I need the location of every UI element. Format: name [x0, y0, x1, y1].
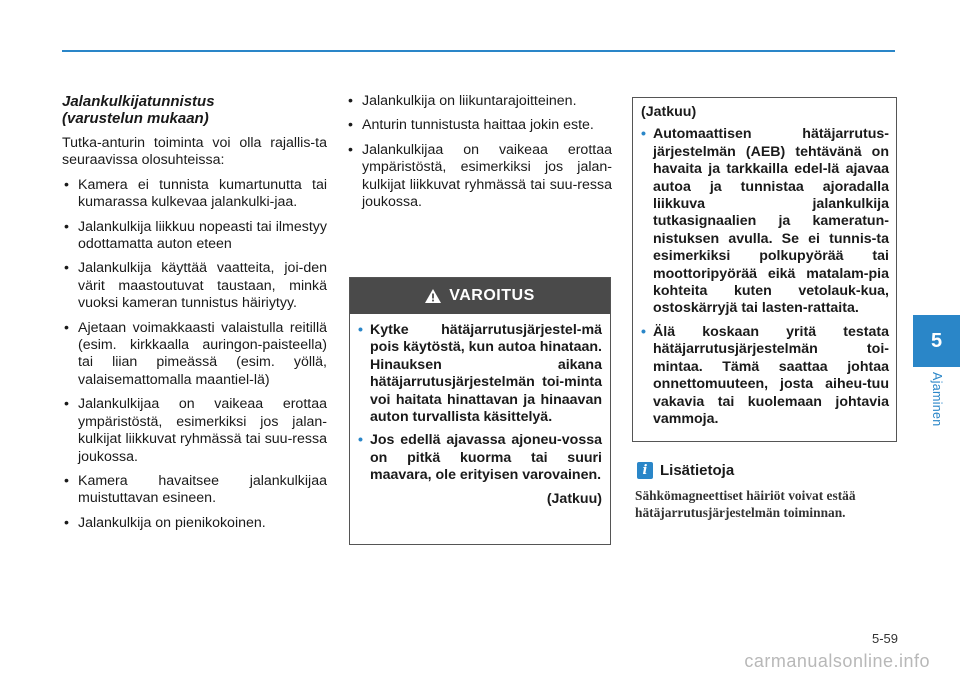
column-left [62, 93, 327, 539]
page-number: 5-59 [871, 631, 898, 646]
chapter-name: Ajaminen [930, 372, 944, 427]
info-line-1: Sähkömagneettiset häiriöt voivat estää [635, 488, 856, 503]
conditions-list-continued [346, 93, 612, 211]
list-item: • Kamera havaitsee jalankulkijaa muistuttavan esineen. [62, 473, 327, 508]
warning-continued-list [641, 126, 889, 428]
warning-list [358, 322, 602, 485]
watermark: carmanualsonline.info [744, 651, 930, 671]
continued-label: (Jatkuu) [546, 490, 602, 507]
warning-continued-box [632, 97, 897, 442]
warning-box [349, 277, 611, 545]
warning-title: VAROITUS [449, 287, 535, 304]
list-item: • Jalankulkijaa on vaikeaa erottaa ympäristöstä, esimerkiksi jos jalan-kulkijat liikkuvat ryhmässä tai suu-ressa joukossa. [62, 396, 327, 466]
column-middle [346, 93, 612, 218]
info-title: Lisätietoja [660, 461, 735, 479]
chapter-number-tab[interactable]: 5 [913, 315, 960, 367]
info-line-2: hätäjarrutusjärjestelmän toiminnan. [635, 504, 846, 520]
list-item: • Jalankulkijaa on vaikeaa erottaa ympäristöstä, esimerkiksi jos jalan-kulkijat liikkuvat ryhmässä tai suu-ressa joukossa. [346, 142, 612, 212]
list-item: • Ajetaan voimakkaasti valaistulla reitillä (esim. kirkkaalla auringon-paisteella) tai liian pimeässä (esim. yöllä, valaisemattomalla maantiel-lä) [62, 320, 327, 390]
warning-item: • Älä koskaan yritä testata hätäjarrutusjärjestelmän toi-mintaa. Tämä saattaa johtaa onnettomuuteen, josta aiheu-tuu vakavia tai kuolemaan johtavia vammoja. [641, 324, 889, 428]
list-item: • Jalankulkija on pienikokoinen. [62, 515, 327, 532]
info-icon: i [637, 462, 653, 479]
warning-item: • Kytke hätäjarrutusjärjestel-mä pois käytöstä, kun autoa hinataan. Hinauksen aikana hätäjarrutusjärjestelmän toi-minta voi haitata hinattavan ja hinaavan auton turvallista käsittelyä. [358, 322, 602, 426]
list-item: • Kamera ei tunnista kumartunutta tai kumarassa kulkevaa jalankulki-jaa. [62, 177, 327, 212]
section-subtitle [62, 93, 327, 127]
subtitle-line-1: Jalankulkijatunnistus [62, 93, 215, 110]
header-rule [62, 50, 895, 52]
warning-item: • Jos edellä ajavassa ajoneu-vossa on pitkä kuorma tai suuri maavara, ole erityisen varovainen. [358, 432, 602, 484]
info-text [635, 488, 897, 521]
intro-paragraph: Tutka-anturin toiminta voi olla rajallis-ta seuraavissa olosuhteissa: [62, 135, 327, 169]
warning-triangle-icon [425, 289, 441, 303]
list-item: • Anturin tunnistusta haittaa jokin este. [346, 117, 612, 134]
warning-header [350, 278, 610, 314]
conditions-list [62, 177, 327, 532]
list-item: • Jalankulkija käyttää vaatteita, joi-den värit maastoutuvat taustaan, minkä vuoksi kameran tunnistus häiriytyy. [62, 260, 327, 312]
info-heading [637, 459, 897, 481]
warning-body [350, 314, 610, 508]
list-item: • Jalankulkija on liikuntarajoitteinen. [346, 93, 612, 110]
continued-label: (Jatkuu) [641, 104, 697, 120]
subtitle-line-2: (varustelun mukaan) [62, 110, 209, 127]
warning-item: • Automaattisen hätäjarrutus-järjestelmän (AEB) tehtävänä on havaita ja tarkkailla edel-lä ajavaa autoa ja tunnistaa ajoradalla liikkuva jalankulkija tutkasignaalien ja kameratun-nistuksen avulla. Se ei tunnis-ta esimerkiksi polkupyörää tai moottoripyörää eikä matalam-pia kohteita kuten vetolauk-kua, ostoskärryjä tai lasten-rattaita. [641, 126, 889, 317]
list-item: • Jalankulkija liikkuu nopeasti tai ilmestyy odottamatta auton eteen [62, 219, 327, 254]
